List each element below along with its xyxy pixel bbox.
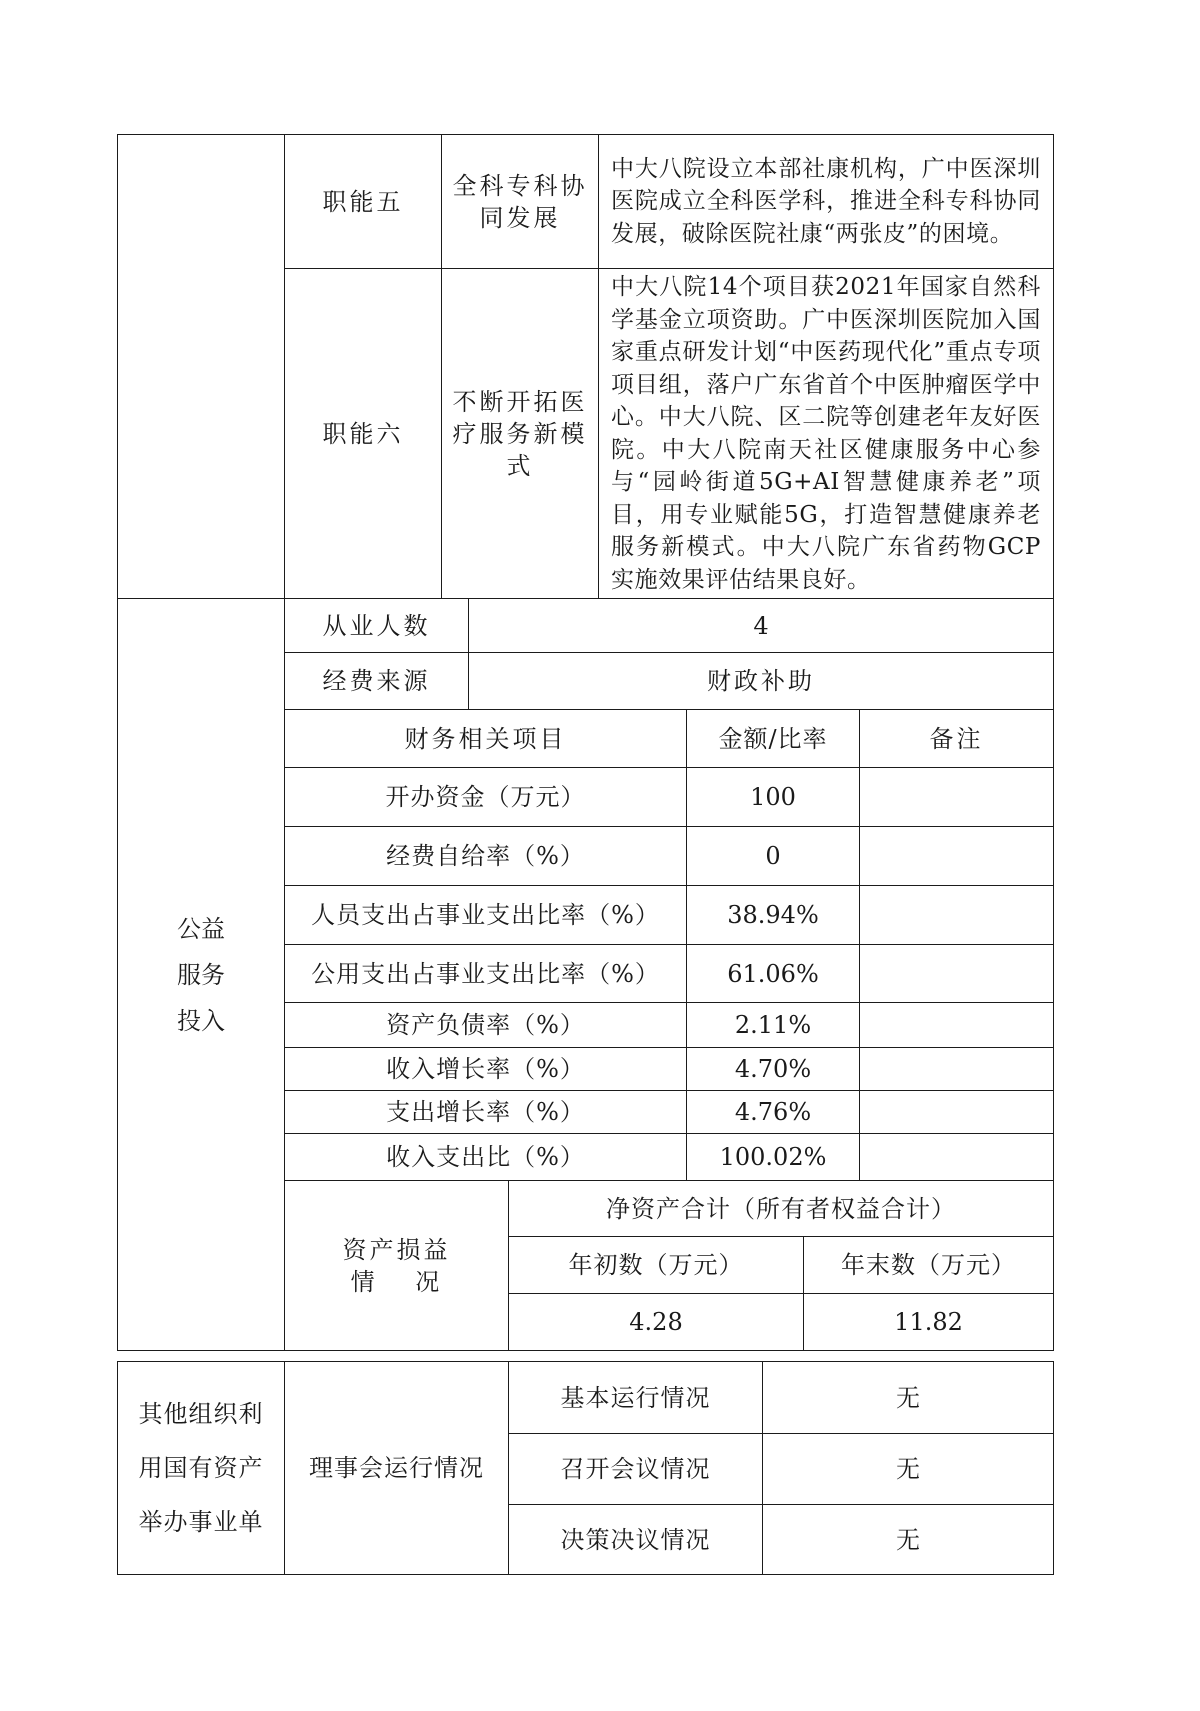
finance-note [860, 1134, 1054, 1181]
functions-table [117, 134, 1054, 599]
finance-header-item: 财务相关项目 [285, 710, 687, 768]
finance-item: 开办资金（万元） [285, 768, 687, 827]
finance-item: 经费自给率（%） [285, 827, 687, 886]
board-item: 基本运行情况 [509, 1362, 763, 1434]
funding-label: 经费来源 [285, 653, 469, 710]
board-value: 无 [763, 1505, 1054, 1575]
finance-amount: 4.70% [687, 1048, 860, 1091]
start-year-value: 4.28 [509, 1294, 804, 1351]
finance-header-note: 备注 [860, 710, 1054, 768]
finance-note [860, 1048, 1054, 1091]
finance-amount: 4.76% [687, 1091, 860, 1134]
staff-label: 从业人数 [285, 599, 469, 653]
finance-note [860, 886, 1054, 945]
function-row [118, 135, 1054, 269]
board-item: 决策决议情况 [509, 1505, 763, 1575]
functions-section-blank [118, 135, 285, 599]
assets-label: 资产损益 情 况 [285, 1181, 509, 1351]
net-assets-header: 净资产合计（所有者权益合计） [509, 1181, 1054, 1237]
function-label: 职能六 [285, 269, 442, 599]
function-description: 中大八院14个项目获2021年国家自然科学基金立项资助。广中医深圳医院加入国家重点研发计划“中医药现代化”重点专项项目组，落户广东省首个中医肿瘤医学中心。中大八院、区二院等创建老年友好医院。中大八院南天社区健康服务中心参与“园岭街道5G+AI智慧健康养老”项目，用专业赋能5G，打造智慧健康养老服务新模式。中大八院广东省药物GCP实施效果评估结果良好。 [599, 269, 1054, 599]
finance-note [860, 1091, 1054, 1134]
function-name: 不断开拓医疗服务新模式 [442, 269, 599, 599]
finance-amount: 0 [687, 827, 860, 886]
funding-value: 财政补助 [469, 653, 1054, 710]
end-year-value: 11.82 [804, 1294, 1054, 1351]
finance-item: 收入支出比（%） [285, 1134, 687, 1181]
finance-item: 资产负债率（%） [285, 1003, 687, 1048]
function-name: 全科专科协同发展 [442, 135, 599, 269]
finance-note [860, 768, 1054, 827]
finance-amount: 100.02% [687, 1134, 860, 1181]
finance-note [860, 827, 1054, 886]
board-item: 召开会议情况 [509, 1434, 763, 1505]
board-value: 无 [763, 1434, 1054, 1505]
finance-item: 收入增长率（%） [285, 1048, 687, 1091]
finance-note [860, 1003, 1054, 1048]
end-year-label: 年末数（万元） [804, 1237, 1054, 1294]
board-operation-label: 理事会运行情况 [285, 1362, 509, 1575]
finance-amount: 38.94% [687, 886, 860, 945]
other-org-section-label: 其他组织利 用国有资产 举办事业单 [118, 1362, 285, 1575]
staff-value: 4 [469, 599, 1054, 653]
finance-amount: 61.06% [687, 945, 860, 1003]
function-description: 中大八院设立本部社康机构，广中医深圳医院成立全科医学科，推进全科专科协同发展，破除医院社康“两张皮”的困境。 [599, 135, 1054, 269]
finance-amount: 100 [687, 768, 860, 827]
function-label: 职能五 [285, 135, 442, 269]
start-year-label: 年初数（万元） [509, 1237, 804, 1294]
finance-item: 人员支出占事业支出比率（%） [285, 886, 687, 945]
public-service-section-label: 公益 服务 投入 [118, 599, 285, 1351]
finance-item: 公用支出占事业支出比率（%） [285, 945, 687, 1003]
finance-item: 支出增长率（%） [285, 1091, 687, 1134]
finance-header-amount: 金额/比率 [687, 710, 860, 768]
finance-note [860, 945, 1054, 1003]
other-org-table [117, 1361, 1054, 1575]
public-service-table [117, 598, 1054, 1351]
board-value: 无 [763, 1362, 1054, 1434]
finance-amount: 2.11% [687, 1003, 860, 1048]
